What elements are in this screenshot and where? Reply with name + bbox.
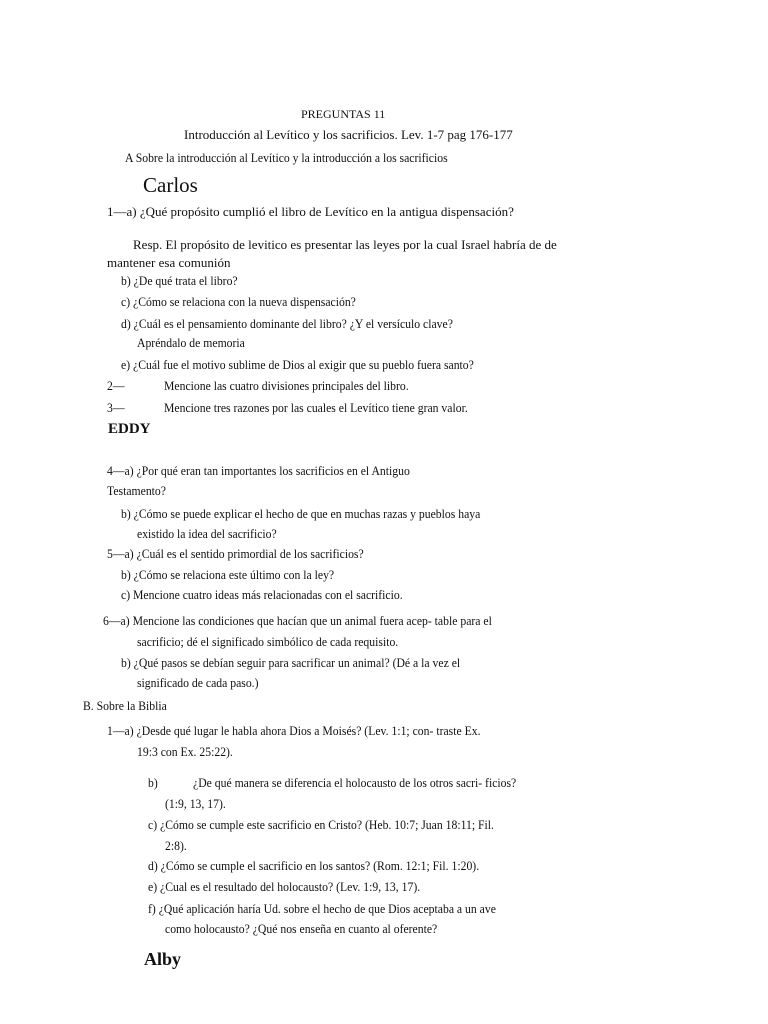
question-1a: 1—a) ¿Qué propósito cumplió el libro de Levítico en la antigua dispensación?	[107, 204, 514, 219]
question-5c: c) Mencione cuatro ideas más relacionadas con el sacrificio.	[121, 587, 403, 602]
question-1c: c) ¿Cómo se relaciona con la nueva dispensación?	[121, 294, 356, 309]
question-3-text: Mencione tres razones por las cuales el Levítico tiene gran valor.	[164, 400, 468, 415]
question-4b-line-1: b) ¿Cómo se puede explicar el hecho de que en muchas razas y pueblos haya	[121, 506, 481, 521]
bible-question-1f-line-2: como holocausto? ¿Qué nos enseña en cuanto al oferente?	[165, 921, 438, 936]
question-6b-line-2: significado de cada paso.)	[137, 675, 259, 690]
question-3-number: 3—	[107, 400, 125, 415]
question-1d-line-1: d) ¿Cuál es el pensamiento dominante del libro? ¿Y el versículo clave?	[121, 316, 453, 331]
question-1e: e) ¿Cuál fue el motivo sublime de Dios al exigir que su pueblo fuera santo?	[121, 357, 474, 372]
section-b-heading: B. Sobre la Biblia	[83, 698, 167, 713]
question-2-text: Mencione las cuatro divisiones principales del libro.	[164, 378, 409, 393]
student-name-eddy: EDDY	[108, 421, 151, 437]
bible-question-1f-line-1: f) ¿Qué aplicación haría Ud. sobre el hecho de que Dios aceptaba a un ave	[148, 901, 496, 916]
bible-question-1a-line-2: 19:3 con Ex. 25:22).	[137, 744, 233, 759]
bible-question-1d: d) ¿Cómo se cumple el sacrificio en los santos? (Rom. 12:1; Fil. 1:20).	[148, 858, 480, 873]
question-2-number: 2—	[107, 378, 125, 393]
question-1d-line-2: Apréndalo de memoria	[137, 335, 245, 350]
answer-line-2: mantener esa comunión	[107, 255, 231, 270]
document-title: PREGUNTAS 11	[301, 107, 386, 121]
bible-question-1b-label: b)	[148, 775, 158, 790]
question-1b: b) ¿De qué trata el libro?	[121, 273, 238, 288]
student-name-alby: Alby	[144, 949, 182, 969]
question-6a-line-2: sacrificio; dé el significado simbólico de cada requisito.	[137, 634, 399, 649]
question-6a-line-1: 6—a) Mencione las condiciones que hacían que un animal fuera acep- table para el	[103, 613, 492, 628]
question-4a-line-2: Testamento?	[107, 483, 166, 498]
question-5a: 5—a) ¿Cuál es el sentido primordial de los sacrificios?	[107, 546, 364, 561]
question-4b-line-2: existido la idea del sacrificio?	[137, 526, 277, 541]
bible-question-1b-line-2: (1:9, 13, 17).	[165, 796, 226, 811]
bible-question-1c-line-1: c) ¿Cómo se cumple este sacrificio en Cristo? (Heb. 10:7; Juan 18:11; Fil.	[148, 817, 494, 832]
document-subtitle: Introducción al Levítico y los sacrificios. Lev. 1-7 pag 176-177	[184, 127, 513, 142]
question-4a-line-1: 4—a) ¿Por qué eran tan importantes los sacrificios en el Antiguo	[107, 463, 410, 478]
bible-question-1c-line-2: 2:8).	[165, 838, 187, 853]
section-a-heading: A Sobre la introducción al Levítico y la introducción a los sacrificios	[125, 150, 448, 165]
question-5b: b) ¿Cómo se relaciona este último con la ley?	[121, 567, 335, 582]
bible-question-1a-line-1: 1—a) ¿Desde qué lugar le habla ahora Dios a Moisés? (Lev. 1:1; con- traste Ex.	[107, 723, 481, 738]
answer-line-1: Resp. El propósito de levitico es presentar las leyes por la cual Israel habría de de	[133, 237, 557, 252]
student-name-carlos: Carlos	[143, 173, 198, 197]
bible-question-1e: e) ¿Cual es el resultado del holocausto? (Lev. 1:9, 13, 17).	[148, 879, 421, 894]
bible-question-1b-line-1: ¿De qué manera se diferencia el holocausto de los otros sacri- ficios?	[193, 775, 517, 790]
question-6b-line-1: b) ¿Qué pasos se debían seguir para sacrificar un animal? (Dé a la vez el	[121, 655, 461, 670]
